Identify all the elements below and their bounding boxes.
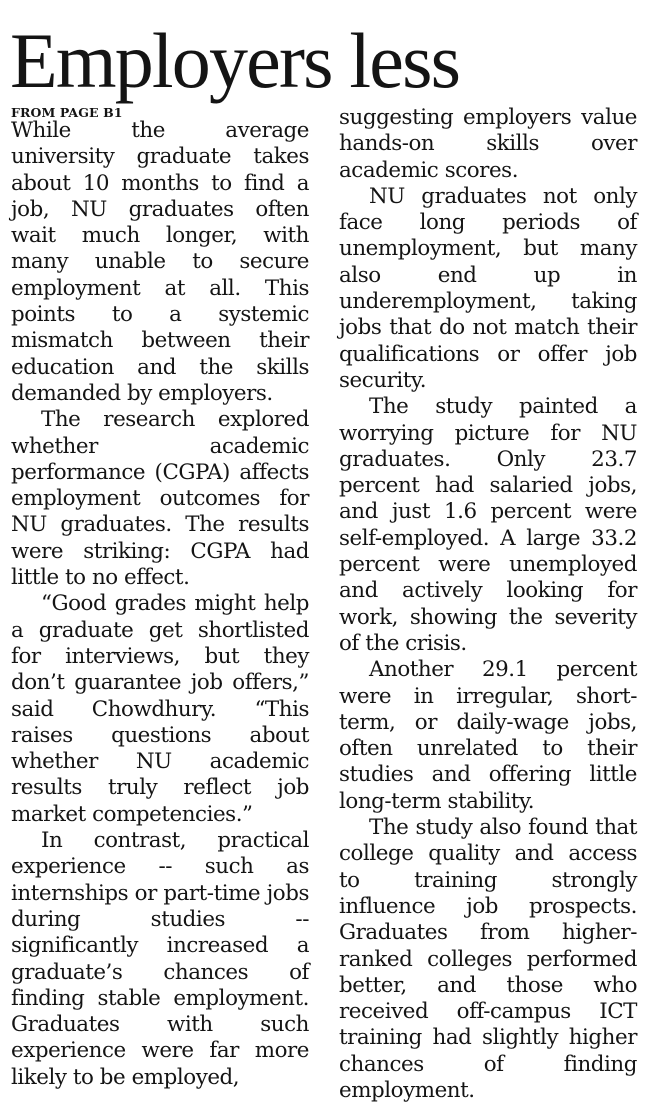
body-paragraph: NU graduates not only face long periods of unemployment, but many also end up in underemployment, taking jobs that do not match their qualifications or offer job security. — [339, 183, 637, 393]
body-paragraph: Another 29.1 percent were in irregular, short-term, or daily-wage jobs, often unrelated to their studies and offering little long-term stability. — [339, 657, 637, 814]
body-paragraph: “Good grades might help a graduate get shortlisted for interviews, but they don’t guarantee job offers,” said Chowdhury. “This raises questions about whether NU academic results truly reflect job market competencies.” — [11, 591, 309, 827]
page-jump-kicker: FROM PAGE B1 — [11, 105, 123, 120]
article-headline: Employers less — [10, 17, 460, 104]
article-column-right — [339, 105, 637, 1104]
body-paragraph: The study painted a worrying picture for NU graduates. Only 23.7 percent had salaried jobs, and just 1.6 percent were self-employed. A large 33.2 percent were unemployed and actively looking for work, showing the severity of the crisis. — [339, 394, 637, 656]
body-paragraph: The study also found that college quality and access to training strongly influence job prospects. Graduates from higher-ranked colleges performed better, and those who received off-campus ICT training had slightly higher chances of finding employment. — [339, 815, 637, 1103]
body-paragraph: The research explored whether academic performance (CGPA) affects employment outcomes for NU graduates. The results were striking: CGPA had little to no effect. — [11, 407, 309, 591]
body-paragraph: In contrast, practical experience -- such as internships or part-time jobs during studies -- significantly increased a graduate’s chances of finding stable employment. Graduates with such experience were far more likely to be employed, — [11, 828, 309, 1090]
article-column-left — [11, 105, 309, 1091]
body-paragraph: While the average university graduate takes about 10 months to find a job, NU graduates often wait much longer, with many unable to secure employment at all. This points to a systemic mismatch between their education and the skills demanded by employers. — [11, 118, 309, 406]
body-paragraph: suggesting employers value hands-on skills over academic scores. — [339, 105, 637, 183]
